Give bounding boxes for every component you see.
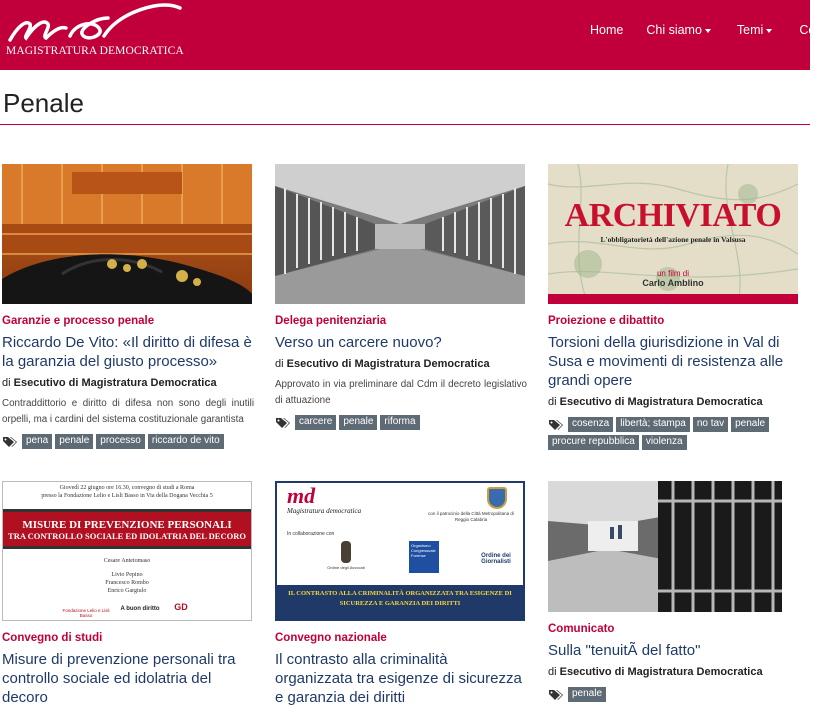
article-card <box>2 164 254 449</box>
page-title: Penale <box>3 88 84 118</box>
flyer-banner-line-1: MISURE DI PREVENZIONE PERSONALI <box>22 519 232 531</box>
tag[interactable]: riforma <box>380 415 419 430</box>
article-card <box>275 164 527 430</box>
prison-bars-image[interactable] <box>548 481 782 612</box>
byline-prefix: di <box>548 666 557 678</box>
flyer-org: Ordine dei Giornalisti <box>481 553 511 565</box>
article-author[interactable]: Esecutivo di Magistratura Democratica <box>13 377 217 389</box>
article-card <box>548 164 798 450</box>
nav-label: Com <box>799 23 826 37</box>
main-nav <box>590 23 826 37</box>
nav-item-com[interactable] <box>799 23 825 37</box>
tag[interactable]: penale <box>731 417 769 432</box>
flyer-patrocinio: con il patrocinio della Città Metropolitana di Reggio Calabria <box>428 511 514 522</box>
article-title[interactable]: Il contrasto alla criminalità organizzata tra esigenze di sicurezza e garanzia dei diritti <box>275 651 522 706</box>
flyer-collab: In collaborazione con <box>287 531 335 537</box>
byline-prefix: di <box>548 396 557 408</box>
article-title[interactable]: Riccardo De Vito: «Il diritto di difesa è la garanzia del giusto processo» <box>2 334 252 370</box>
flyer-sponsor: GD <box>174 602 188 612</box>
flyer-md-logo: md <box>287 483 316 508</box>
article-card <box>2 481 254 707</box>
poster-headline: ARCHIVIATO <box>564 197 782 234</box>
article-title[interactable]: Misure di prevenzione personali tra controllo sociale ed idolatria del decoro <box>2 651 236 706</box>
article-excerpt: Approvato in via preliminare dal Cdm il decreto legislativo di attuazione <box>275 379 527 406</box>
tags-icon <box>548 689 564 701</box>
flyer-org: Organismo Congressuale Forense <box>409 541 439 573</box>
article-category[interactable]: Comunicato <box>548 623 615 635</box>
article-category[interactable]: Delega penitenziaria <box>275 315 387 327</box>
poster-credit-1: un film di <box>656 269 689 278</box>
article-category[interactable]: Proiezione e dibattito <box>548 315 665 327</box>
article-author[interactable]: Esecutivo di Magistratura Democratica <box>286 358 490 370</box>
tag[interactable]: libertà; stampa <box>616 417 690 432</box>
archiviato-poster-image[interactable] <box>548 164 798 304</box>
tag[interactable]: penale <box>568 687 606 702</box>
flyer-banner <box>3 509 251 549</box>
nav-label: Chi siamo <box>646 23 702 37</box>
flyer-speaker: Livio Pepino <box>111 572 143 578</box>
nav-label: Temi <box>736 23 764 37</box>
title-divider <box>0 124 810 125</box>
tags-icon <box>275 417 291 429</box>
article-author[interactable]: Esecutivo di Magistratura Democratica <box>559 396 763 408</box>
tag[interactable]: no tav <box>693 417 728 432</box>
nav-label: Home <box>590 23 624 37</box>
courtroom-image[interactable] <box>2 164 252 304</box>
site-logo[interactable] <box>2 0 182 70</box>
flyer-org: Ordine degli Avvocati <box>327 565 365 570</box>
flyer-top-line-2: presso la Fondazione Lelio e Lisli Basso in Via della Dogana Vecchia 5 <box>41 493 213 499</box>
tag[interactable]: carcere <box>295 415 336 430</box>
tag[interactable]: pena <box>22 434 52 449</box>
bronze-statue-icon <box>341 541 351 563</box>
article-category[interactable]: Convegno nazionale <box>275 632 387 644</box>
flyer-md-text: Magistratura democratica <box>287 507 362 515</box>
tags-icon <box>2 436 18 448</box>
article-excerpt: Contraddittorio e diritto di difesa non sono degli inutili orpelli, ma i cardini del sistema costituzionale garantista <box>2 398 254 425</box>
flyer-banner <box>277 585 523 619</box>
poster-credit-2: Carlo Amblino <box>642 278 704 288</box>
tag[interactable]: penale <box>55 434 93 449</box>
tag[interactable]: penale <box>339 415 377 430</box>
article-title[interactable]: Verso un carcere nuovo? <box>275 334 442 351</box>
tag-list <box>2 434 254 449</box>
article-category[interactable]: Convegno di studi <box>2 632 103 644</box>
tag[interactable]: cosenza <box>568 417 613 432</box>
tag[interactable]: procure repubblica <box>548 435 639 450</box>
tag[interactable]: processo <box>96 434 145 449</box>
chevron-down-icon <box>705 29 711 33</box>
prison-corridor-image[interactable] <box>275 164 525 304</box>
nav-item-home[interactable] <box>590 23 623 37</box>
flyer-banner-text: IL CONTRASTO ALLA CRIMINALITÀ ORGANIZZATA TRA ESIGENZE DI SICUREZZA E GARANZIA DEI DIRITTI <box>288 590 512 607</box>
nav-item-chi-siamo[interactable] <box>646 23 711 37</box>
convegno-nazionale-flyer-image[interactable] <box>275 481 525 621</box>
article-card <box>275 481 527 707</box>
article-card <box>548 481 800 702</box>
tag-list <box>548 417 798 450</box>
byline-prefix: di <box>275 358 284 370</box>
article-byline <box>275 357 527 371</box>
flyer-speaker: Enrico Gargiulo <box>107 588 147 594</box>
article-author[interactable]: Esecutivo di Magistratura Democratica <box>559 666 763 678</box>
flyer-banner-line-2: TRA CONTROLLO SOCIALE ED IDOLATRIA DEL DECORO <box>8 531 246 541</box>
tags-icon <box>548 419 564 431</box>
tag[interactable]: violenza <box>642 435 687 450</box>
article-byline <box>2 376 254 390</box>
md-logo-mark <box>4 2 184 46</box>
article-byline <box>548 395 798 409</box>
nav-item-temi[interactable] <box>737 23 772 37</box>
flyer-sponsor: A buon diritto <box>120 606 160 612</box>
tag-list <box>275 415 527 430</box>
site-header <box>0 0 826 70</box>
flyer-top-line-1: Giovedì 22 giugno ore 16.30, convegno di studi a Roma <box>59 485 195 491</box>
article-category[interactable]: Garanzie e processo penale <box>2 315 155 327</box>
byline-prefix: di <box>2 377 11 389</box>
tag-list <box>548 687 800 702</box>
convegno-flyer-image[interactable] <box>2 481 252 621</box>
logo-text: MAGISTRATURA DEMOCRATICA <box>6 45 184 57</box>
flyer-sponsor: Fondazione Lelio e Lisli Basso <box>62 608 110 618</box>
article-byline <box>548 665 800 679</box>
article-title[interactable]: Sulla "tenuitÃ del fatto" <box>548 642 701 659</box>
tag[interactable]: riccardo de vito <box>148 434 224 449</box>
chevron-down-icon <box>766 29 772 33</box>
flyer-speaker: Cesare Antetomaso <box>103 558 151 564</box>
flyer-speaker: Francesco Rombo <box>105 580 149 586</box>
poster-subtitle: L'obbligatorietà dell'azione penale in Valsusa <box>600 235 746 244</box>
coat-of-arms-icon <box>487 487 507 509</box>
article-title[interactable]: Torsioni della giurisdizione in Val di Susa e movimenti di resistenza alle grandi opere <box>548 334 784 389</box>
